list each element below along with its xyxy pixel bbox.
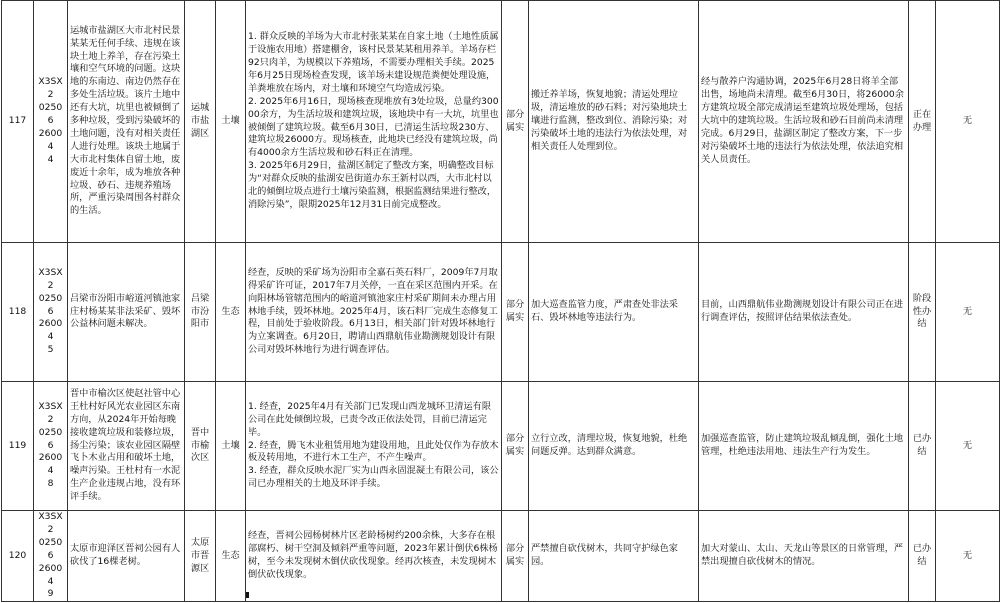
region: 吕梁市汾阳市 bbox=[185, 243, 216, 382]
complaint-content: 太原市迎泽区晋祠公园有人砍伐了16棵老树。 bbox=[68, 511, 185, 602]
rectification-measures: 搬迁养羊场，恢复地貌；清运处理垃圾，清运堆放的砂石料；对污染地块土壤进行监测，整改到位、消除污染；对污染破坏土地的违法行为依法处理，对相关责任人处理到位。 bbox=[529, 1, 699, 243]
accountability: 无 bbox=[936, 243, 1000, 382]
status: 已办结 bbox=[909, 382, 936, 511]
row-number: 119 bbox=[2, 382, 34, 511]
rectification-progress: 目前，山西鼎航伟业勘测规划设计有限公司正在进行调查评估，按照评估结果依法查处。 bbox=[699, 243, 909, 382]
accountability: 无 bbox=[936, 382, 1000, 511]
case-code: X3SX2 02506 26004 9 bbox=[34, 511, 68, 602]
status: 正在办理 bbox=[909, 1, 936, 243]
status: 已办结 bbox=[909, 511, 936, 602]
row-number: 120 bbox=[2, 511, 34, 602]
category: 生态 bbox=[216, 511, 246, 602]
complaint-content: 晋中市榆次区使赵社管中心王杜村好风光农业园区东南方向，从2024年开始每晚接收建筑垃圾和装修垃圾，扬尘污染；该农业园区隔壁飞卜木业占用和破坏土地，噪声污染。王杜村有一水泥生产企业违规占地，没有环评手续。 bbox=[68, 382, 185, 511]
rectification-progress: 经与散养户沟通协调，2025年6月28日将羊全部出售，场地尚未清理。截至6月30日，将26000余方建筑垃圾全部完成清运至建筑垃圾处理场，包括大坑中的建筑垃圾。生活垃圾和砂石目前尚未清理完成。6月29日，盐湖区制定了整改方案，下一步对污染破坏土地的违法行为依法处理，依法追究相关人员责任。 bbox=[699, 1, 909, 243]
status: 阶段性办结 bbox=[909, 243, 936, 382]
verdict: 部分属实 bbox=[502, 243, 529, 382]
table-row bbox=[2, 511, 1000, 602]
case-code: X3SX2 02506 26004 4 bbox=[34, 1, 68, 243]
case-code: X3SX2 02506 26004 8 bbox=[34, 382, 68, 511]
category: 土壤 bbox=[216, 1, 246, 243]
table-row bbox=[2, 1, 1000, 243]
case-code: X3SX2 02506 26004 5 bbox=[34, 243, 68, 382]
accountability: 无 bbox=[936, 1, 1000, 243]
investigation-findings: 1. 群众反映的羊场为大市北村张某某在自家土地（土地性质属于设施农用地）搭建棚舍，该村民景某某租用养羊。羊场存栏92只肉羊，为规模以下养殖场，不需要办理相关手续。2025年6月25日现场检查发现，该羊场未建设规范粪便处理设施，羊粪堆放在场内，对土壤和环境空气均造成污染。 2. 2025年6月16日，现场核查现堆放有3处垃圾，总量约30000余方，为生活垃圾和建筑垃圾，该地块中有一大坑，坑里也被倾倒了建筑垃圾。截至6月30日，已清运生活垃圾230方、建筑垃圾26000方。现场核查，此地块已经没有建筑垃圾，尚有4000余方生活垃圾和砂石料正在清理。 3. 2025年6月29日，盐湖区制定了整改方案，明确整改目标为“对群众反映的盐湖安邑街道办东王新村以西，大市北村以北的倾倒垃圾点进行土壤污染监测，根据监测结果进行整改，消除污染”，限期2025年12月31日前完成整改。 bbox=[246, 1, 502, 243]
row-number: 118 bbox=[2, 243, 34, 382]
table-row bbox=[2, 243, 1000, 382]
rectification-measures: 严禁擅自砍伐树木，共同守护绿色家园。 bbox=[529, 511, 699, 602]
table-row bbox=[2, 382, 1000, 511]
petition-table bbox=[1, 0, 1000, 602]
region: 晋中市榆次区 bbox=[185, 382, 216, 511]
complaint-content: 吕梁市汾阳市峪道河镇池家庄村杨某某非法采矿、毁坏公益林问题未解决。 bbox=[68, 243, 185, 382]
complaint-content: 运城市盐湖区大市北村民景某某无任何手续、违规在该块土地上养羊，存在污染土壤和空气环境的问题。这块地的东南边、南边仍然存在多处生活垃圾。该片土地中还有大坑，坑里也被倾倒了多种垃圾，受到污染破坏的土地问题，没有对相关责任人进行处理。该块土地属于大市北村集体自留土地，废废近十余年，成为堆放各种垃圾、砂石、违规养殖场所，严重污染周围各村群众的生活。 bbox=[68, 1, 185, 243]
rectification-measures: 立行立改，清理垃圾，恢复地貌，杜绝问题反弹。达到群众满意。 bbox=[529, 382, 699, 511]
verdict: 部分属实 bbox=[502, 382, 529, 511]
investigation-findings: 经查，反映的采矿场为汾阳市全嘉石英石料厂，2009年7月取得采矿许可证，2017年7月关停，一直在采区范围内开采。在向阳林场管辖范围内的峪道河镇池家庄村采矿期间未办理占用林地手续，毁坏林地。2025年4月，该石料厂完成生态修复工程，目前处于验收阶段。6月13日，相关部门针对毁坏林地行为立案调查。6月20日，聘请山西鼎航伟业勘测规划设计有限公司对毁坏林地行为进行调查评估。 bbox=[246, 243, 502, 382]
investigation-findings: 1. 经查，2025年4月有关部门已发现山西龙城环卫清运有限公司在此处倾倒垃圾，已责令改正依法处罚，目前已清运完毕。 2. 经查，腾飞木业租赁用地为建设用地，且此处仅作为存放木板及转用地，不进行木工生产，不产生噪声。 3. 经查，群众反映水泥厂实为山西永固混凝土有限公司，该公司已办理相关的土地及环评手续。 bbox=[246, 382, 502, 511]
rectification-measures: 加大巡查监管力度，严肃查处非法采石、毁坏林地等违法行为。 bbox=[529, 243, 699, 382]
category: 土壤 bbox=[216, 382, 246, 511]
rectification-progress: 加强巡查监管，防止建筑垃圾乱倾乱倒，强化土地管理，杜绝违法用地、违法生产行为发生。 bbox=[699, 382, 909, 511]
investigation-findings: 经查，晋祠公园杨树林片区老龄杨树约200余株，大多存在根部腐朽、树干空洞及倾斜严重等问题，2023年累计倒伏6株杨树，至今未发现树木倒伏砍伐现象。经再次核查，未发现树木倒伏砍伐现象。 bbox=[246, 511, 502, 602]
category: 生态 bbox=[216, 243, 246, 382]
verdict: 部分属实 bbox=[502, 511, 529, 602]
region: 运城市盐湖区 bbox=[185, 1, 216, 243]
text-cursor-mark bbox=[246, 592, 249, 598]
verdict: 部分属实 bbox=[502, 1, 529, 243]
rectification-progress: 加大对蒙山、太山、天龙山等景区的日常管理，严禁出现擅自砍伐树木的情况。 bbox=[699, 511, 909, 602]
region: 太原市晋源区 bbox=[185, 511, 216, 602]
row-number: 117 bbox=[2, 1, 34, 243]
accountability: 无 bbox=[936, 511, 1000, 602]
